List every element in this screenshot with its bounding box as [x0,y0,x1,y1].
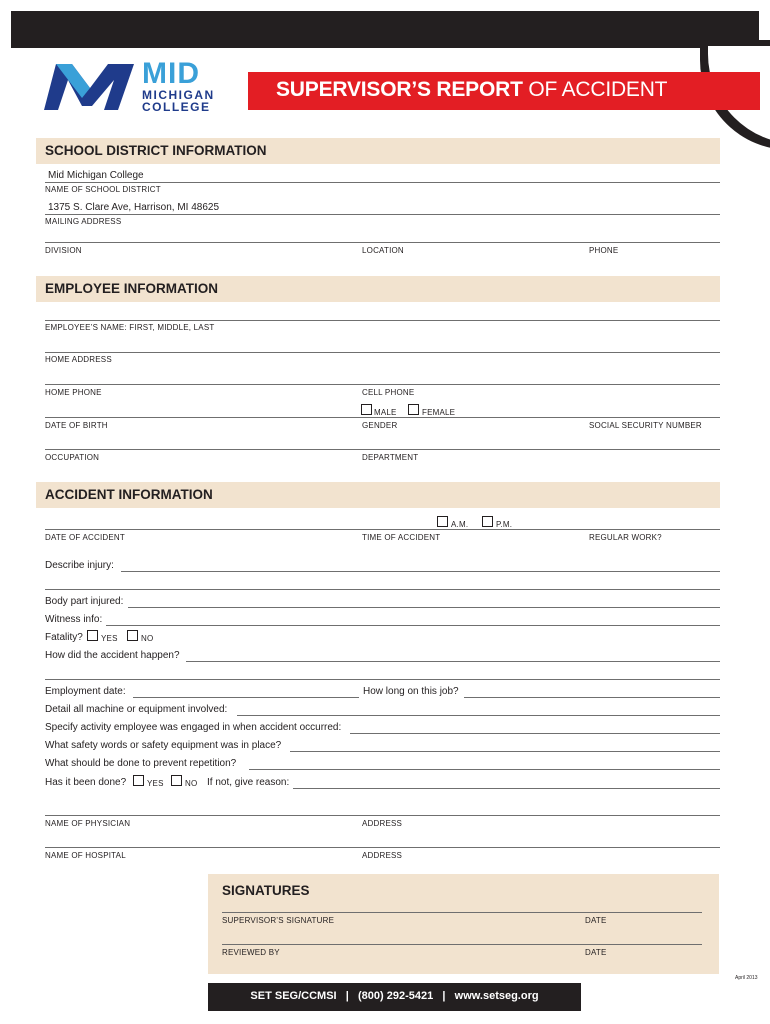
employment-date-label: Employment date: [45,686,126,697]
hospital-label: NAME OF HOSPITAL [45,851,126,860]
if-not-label: If not, give reason: [207,777,290,788]
location-label: LOCATION [362,246,404,255]
employee-name-label: EMPLOYEE’S NAME: FIRST, MIDDLE, LAST [45,323,215,332]
page-title [276,78,667,102]
school-district-line[interactable] [45,182,720,183]
describe-injury-line[interactable] [121,571,720,572]
department-label: DEPARTMENT [362,453,419,462]
ssn-label: SOCIAL SECURITY NUMBER [589,421,702,430]
am-checkbox[interactable] [437,516,448,527]
title-rest: OF ACCIDENT [522,78,668,101]
physician-address-label: ADDRESS [362,819,403,828]
employee-name-line[interactable] [45,320,720,321]
safety-words-label: What safety words or safety equipment was in place? [45,740,282,751]
section-accident-title: ACCIDENT INFORMATION [45,487,213,502]
been-done-no-checkbox[interactable] [171,775,182,786]
home-phone-label: HOME PHONE [45,388,102,397]
dob-line[interactable] [45,417,720,418]
cell-phone-label: CELL PHONE [362,388,415,397]
title-bold: SUPERVISOR’S REPORT [276,78,523,101]
body-part-label: Body part injured: [45,596,124,607]
male-label: MALE [374,408,397,417]
witness-label: Witness info: [45,614,103,625]
female-label: FEMALE [422,408,456,417]
prevent-label: What should be done to prevent repetition? [45,758,237,769]
school-district-label: NAME OF SCHOOL DISTRICT [45,185,161,194]
been-done-yes-label: YES [147,779,164,788]
division-label: DIVISION [45,246,82,255]
witness-line[interactable] [106,625,720,626]
physician-label: NAME OF PHYSICIAN [45,819,131,828]
home-address-label: HOME ADDRESS [45,355,112,364]
describe-injury-label: Describe injury: [45,560,114,571]
employment-date-line[interactable] [133,697,359,698]
female-checkbox[interactable] [408,404,419,415]
gender-label: GENDER [362,421,398,430]
pm-checkbox[interactable] [482,516,493,527]
logo-michigan-text: MICHIGAN [142,88,215,102]
division-line[interactable] [45,242,720,243]
mailing-address-value: 1375 S. Clare Ave, Harrison, MI 48625 [48,202,220,213]
pm-label: P.M. [496,520,513,529]
detail-machine-line[interactable] [237,715,720,716]
mailing-address-label: MAILING ADDRESS [45,217,122,226]
signatures-title: SIGNATURES [222,883,310,898]
specify-activity-label: Specify activity employee was engaged in when accident occurred: [45,722,342,733]
home-phone-line[interactable] [45,384,720,385]
fatality-no-label: NO [141,634,154,643]
logo-mid-text: MID [142,57,200,90]
body-part-line[interactable] [128,607,720,608]
dob-label: DATE OF BIRTH [45,421,108,430]
home-address-line[interactable] [45,352,720,353]
been-done-label: Has it been done? [45,777,127,788]
accident-date-line[interactable] [45,529,720,530]
supervisor-date-label: DATE [585,916,607,925]
physician-line[interactable] [45,815,720,816]
been-done-no-label: NO [185,779,198,788]
am-label: A.M. [451,520,469,529]
how-happen-line-2[interactable] [45,679,720,680]
section-employee-title: EMPLOYEE INFORMATION [45,281,219,296]
been-done-yes-checkbox[interactable] [133,775,144,786]
hospital-address-label: ADDRESS [362,851,403,860]
supervisor-signature-label: SUPERVISOR’S SIGNATURE [222,916,335,925]
logo-college-text: COLLEGE [142,100,211,114]
top-bar [11,11,759,48]
fatality-label: Fatality? [45,632,83,643]
revision-date: April 2013 [735,975,758,981]
reviewed-by-label: REVIEWED BY [222,948,280,957]
how-happen-label: How did the accident happen? [45,650,180,661]
logo-m-icon [42,62,137,112]
if-not-line[interactable] [293,788,720,789]
reviewed-date-label: DATE [585,948,607,957]
supervisor-signature-line[interactable] [222,912,702,913]
regular-work-label: REGULAR WORK? [589,533,662,542]
fatality-no-checkbox[interactable] [127,630,138,641]
prevent-line[interactable] [249,769,720,770]
occupation-label: OCCUPATION [45,453,100,462]
how-long-label: How long on this job? [363,686,459,697]
logo [42,62,137,112]
reviewed-by-line[interactable] [222,944,702,945]
fatality-yes-label: YES [101,634,118,643]
describe-injury-line-2[interactable] [45,589,720,590]
male-checkbox[interactable] [361,404,372,415]
occupation-line[interactable] [45,449,720,450]
footer-text: SET SEG/CCMSI | (800) 292-5421 | www.setseg.org [250,990,539,1002]
phone-label: PHONE [589,246,619,255]
hospital-line[interactable] [45,847,720,848]
accident-time-label: TIME OF ACCIDENT [362,533,441,542]
how-happen-line[interactable] [186,661,720,662]
section-school-title: SCHOOL DISTRICT INFORMATION [45,143,267,158]
school-district-value: Mid Michigan College [48,170,144,181]
accident-date-label: DATE OF ACCIDENT [45,533,125,542]
how-long-line[interactable] [464,697,720,698]
detail-machine-label: Detail all machine or equipment involved: [45,704,228,715]
safety-words-line[interactable] [290,751,720,752]
mailing-address-line[interactable] [45,214,720,215]
specify-activity-line[interactable] [350,733,720,734]
fatality-yes-checkbox[interactable] [87,630,98,641]
